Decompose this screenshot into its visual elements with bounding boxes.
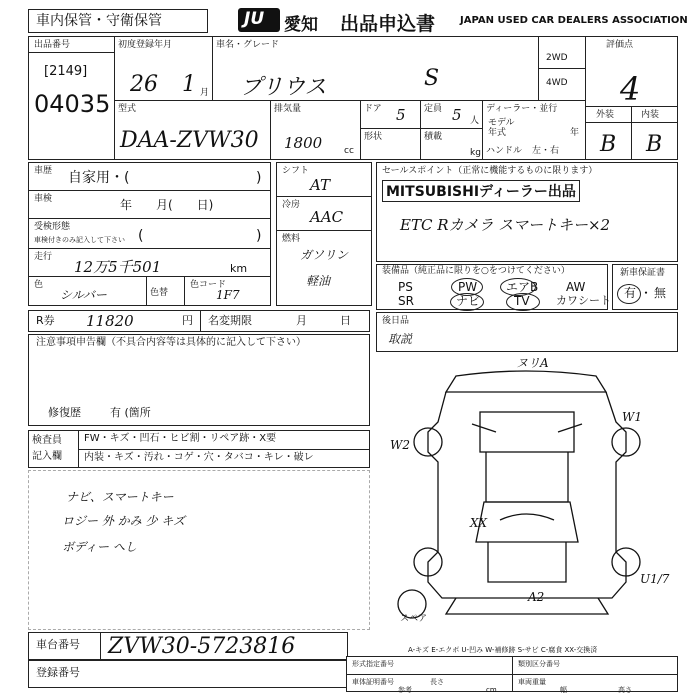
chassis-value: ZVW30-5723816	[108, 634, 296, 659]
shift-value: AT	[310, 176, 331, 194]
ref-model-no: 形式指定番号	[352, 660, 394, 668]
drive-4wd: 4WD	[546, 78, 568, 88]
equip-ps: PS	[398, 280, 413, 294]
color-value: シルバー	[60, 288, 107, 302]
sales-point-dealer: MITSUBISHIディーラー出品	[382, 180, 580, 202]
warranty-dot: ・	[640, 286, 653, 300]
lot-label: 出品番号	[34, 40, 71, 50]
remark-line-2: ロジー 外 かみ 少 キズ	[62, 514, 186, 528]
equip-pw: PW	[458, 280, 478, 294]
rear-items-label: 後日品	[382, 316, 410, 326]
score-int: B	[646, 132, 663, 157]
inspection-text: 年 月( 日)	[120, 198, 214, 212]
rear-items-value: 取説	[388, 332, 413, 346]
model-grade: S	[424, 66, 440, 91]
registration-year: 26	[130, 72, 158, 97]
warranty-yes: 有	[624, 286, 637, 300]
ju-logo-text: JU	[244, 9, 265, 29]
remark-line-3: ボディー へし	[62, 540, 137, 554]
registration-label: 初度登録年月	[118, 40, 173, 50]
left-details	[28, 162, 271, 306]
model-label: 車名・グレード	[216, 40, 280, 50]
cooling-label: 冷房	[282, 200, 301, 210]
capacity-value: 5	[452, 106, 462, 124]
load-label: 積載	[424, 132, 443, 142]
name-change-text: 月 日	[296, 314, 351, 327]
remark-line-1: ナビ、スマートキー	[66, 490, 174, 504]
lot-code: [2149]	[44, 64, 88, 79]
ref-height: 高さ	[618, 686, 632, 694]
equip-tv: TV	[514, 294, 530, 308]
rear-items-box	[376, 312, 678, 352]
accept-close: )	[256, 228, 262, 244]
color-code-label: 色コード	[190, 280, 227, 290]
repair-text: 有 (箇所	[110, 406, 151, 419]
circle-navi	[450, 293, 484, 311]
inspector-row2: 内装・キズ・汚れ・コゲ・穴・タバコ・キレ・破レ	[84, 452, 314, 463]
ref-length: 長さ	[430, 678, 444, 686]
org-english: JAPAN USED CAR DEALERS ASSOCIATION	[460, 15, 688, 26]
displacement-label: 排気量	[274, 104, 302, 114]
history-label: 車歴	[34, 166, 53, 176]
org-name: 愛知	[284, 15, 318, 35]
handle-label: ハンドル	[486, 146, 523, 156]
score-ext: B	[600, 132, 617, 157]
name-change-label: 名変期限	[208, 314, 252, 327]
sales-point-items: ETC Rカメラ スマートキー×2	[400, 216, 611, 234]
type-label: 型式	[118, 104, 137, 114]
mark-mid: XX	[470, 516, 488, 530]
registration-month: 1	[182, 72, 196, 97]
accept-label: 受検形態	[34, 222, 71, 232]
ref-class-no: 類別区分番号	[518, 660, 560, 668]
equipment-label: 装備品（純正品に限りを○をつけてください）	[382, 266, 570, 276]
inspector-label-2: 記入欄	[32, 451, 62, 462]
score-value: 4	[620, 70, 641, 108]
drive-2wd: 2WD	[546, 53, 568, 63]
recycle-value: 11820	[86, 312, 134, 330]
ref-weight: 車両重量	[518, 678, 546, 686]
damage-legend: A-キズ E-エクボ U-凹み W-補修跡 S-サビ C-腐食 XX-交換済	[408, 646, 598, 654]
recycle-label: R券	[36, 314, 55, 327]
inspector-label: 検査員	[32, 435, 62, 446]
equip-airbag: エアB	[506, 280, 539, 294]
equip-leather: カワシート	[556, 294, 611, 307]
score-label: 評価点	[606, 40, 634, 50]
model-name: プリウス	[240, 75, 327, 100]
repair-label: 修復歴	[48, 406, 81, 419]
score-ext-label: 外装	[596, 110, 615, 120]
warranty-label: 新車保証書	[620, 268, 666, 278]
circle-warranty	[617, 284, 641, 304]
sales-point-label: セールスポイント（正常に機能するものに限ります）	[382, 166, 598, 176]
handle-value: 左・右	[532, 146, 560, 156]
accept-text: (	[138, 228, 144, 244]
load-unit: kg	[470, 148, 481, 158]
dealer-label: ディーラー・並行	[486, 104, 558, 114]
sales-point-box	[376, 162, 678, 262]
equip-aw: AW	[566, 280, 586, 294]
recycle-unit: 円	[182, 314, 193, 327]
color-label: 色	[34, 280, 44, 290]
equip-navi: ナビ	[456, 294, 481, 308]
doors-label: ドア	[364, 104, 382, 114]
car-diagram	[376, 352, 678, 638]
ref-width: 幅	[560, 686, 567, 694]
ref-body-cert: 車体証明番号	[352, 678, 394, 686]
registration-month-unit: 月	[200, 88, 210, 98]
history-value: 自家用・(	[68, 170, 130, 186]
warranty-no: 無	[654, 286, 667, 300]
circle-tv	[506, 293, 540, 311]
mileage-label: 走行	[34, 252, 53, 262]
history-close: )	[256, 170, 262, 186]
plate-label: 登録番号	[36, 666, 80, 679]
year-unit: 年	[570, 128, 580, 138]
cooling-value: AAC	[310, 208, 344, 226]
lot-number: 04035	[34, 90, 111, 118]
storage-tag-text: 車内保管・守衛保管	[36, 13, 162, 29]
model-year-label: モデル	[488, 118, 515, 128]
color-code: 1F7	[216, 288, 240, 302]
fuel-label: 燃料	[282, 234, 301, 244]
mark-top: ヌリA	[516, 356, 549, 370]
displacement-value: 1800	[284, 134, 323, 152]
inspection-label: 車検	[34, 194, 53, 204]
color-change-label: 色替	[150, 288, 169, 298]
capacity-label: 定員	[424, 104, 443, 114]
mark-bottom: A2	[528, 590, 545, 604]
chassis-label: 車台番号	[36, 638, 80, 651]
equip-sr: SR	[398, 294, 414, 308]
displacement-unit: cc	[344, 146, 354, 156]
capacity-unit: 人	[470, 116, 480, 126]
shift-label: シフト	[282, 166, 310, 176]
mark-left: W2	[390, 438, 410, 452]
notes-label: 注意事項申告欄（不具合内容等は具体的に記入して下さい）	[36, 337, 306, 348]
form-title: 出品申込書	[340, 13, 436, 35]
ref-unit-cm: cm	[486, 686, 497, 694]
accept-sub: 車検付きのみ記入して下さい	[34, 236, 125, 244]
mark-spare: スペア	[400, 614, 428, 624]
year-label: 年式	[488, 128, 507, 138]
type-value: DAA-ZVW30	[120, 128, 259, 153]
inspector-row1: FW・キズ・凹石・ヒビ割・リペア跡・X要	[84, 433, 277, 444]
mileage-value: 12万5千501	[74, 258, 162, 276]
shape-label: 形状	[364, 132, 383, 142]
ref-note: 参考	[398, 686, 412, 694]
mark-right: W1	[622, 410, 642, 424]
fuel-diesel: 軽油	[306, 274, 331, 288]
doors-value: 5	[396, 106, 406, 124]
score-int-label: 内装	[641, 110, 660, 120]
mark-rear: U1/7	[640, 572, 670, 586]
fuel-gasoline: ガソリン	[300, 248, 349, 262]
mileage-unit: km	[230, 262, 248, 275]
